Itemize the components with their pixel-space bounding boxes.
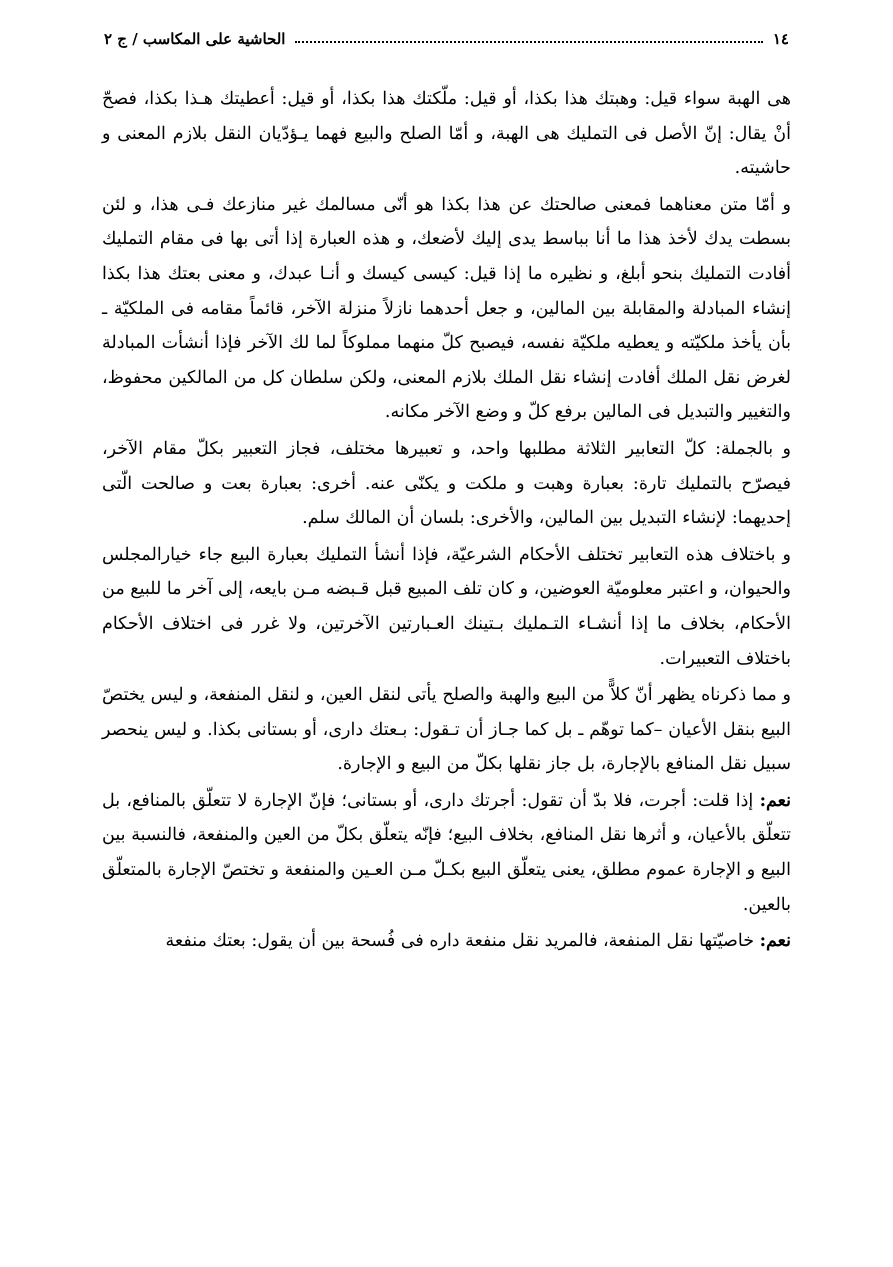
paragraph-1	[102, 82, 791, 186]
running-header	[104, 26, 789, 52]
paragraph-6	[102, 784, 791, 922]
running-title: الحاشية على المكاسب / ج ٢	[104, 30, 286, 48]
page-number: ١٤	[772, 30, 789, 48]
page-body	[102, 82, 791, 961]
paragraph-text: خاصيّتها نقل المنفعة، فالمريد نقل منفعة داره فى فُسحة بين أن يقول: بعتك منفعة	[165, 931, 760, 952]
paragraph-text: إذا قلت: أجرت، فلا بدّ أن تقول: أجرتك دارى، أو بستانى؛ فإنّ الإجارة لا تتعلّق بالمنافع، بل تتعلّق بالأعيان، و أثرها نقل المنافع، بخلاف البيع؛ فإنّه يتعلّق بكلّ من العين والمنفعة، فالنسبة بين البيع و الإجارة عموم مطلق، يعنى يتعلّق البيع بكـلّ مـن العـين والمنفعة و تختصّ الإجارة بالمتعلّق بالعين.	[102, 790, 791, 915]
paragraph-text: و أمّا متن معناهما فمعنى صالحتك عن هذا بكذا هو أنّى مسالمك غير منازعك فـى هذا، و لئن بسطت يدك لأخذ هذا ما أنا بباسط يدى إليك لأضعك، و هذه العبارة إذا أتى بها فى مقام التمليك أفادت التمليك بنحو أبلغ، و نظيره ما إذا قيل: كيسى كيسك و أنـا عبدك، و معنى بعتك هذا بكذا إنشاء المبادلة والمقابلة بين المالين، و جعل أحدهما نازلاً منزلة الآخر، قائماً مقامه فى الملكيّة ـ بأن يأخذ ملكيّته و يعطيه ملكيّة نفسه، فيصبح كلّ منهما مملوكاً لما لك الآخر فإذا أنشأت المبادلة لغرض نقل الملك أفادت إنشاء نقل الملك بلازم المعنى، ولكن سلطان كل من المالكين محفوظ، والتغيير والتبديل فى المالين برفع كلّ و وضع الآخر مكانه.	[102, 194, 791, 423]
paragraph-text: هى الهبة سواء قيل: وهبتك هذا بكذا، أو قيل: ملّكتك هذا بكذا، أو قيل: أعطيتك هـذا بكذا، فصحّ أنْ يقال: إنّ الأصل فى التمليك هى الهبة، و أمّا الصلح والبيع فهما يـؤدّيان النقل بلازم المعنى و حاشيته.	[102, 89, 791, 179]
paragraph-text: و بالجملة: كلّ التعابير الثلاثة مطلبها واحد، و تعبيرها مختلف، فجاز التعبير بكلّ مقام الآخر، فيصرّح بالتمليك تارة: بعبارة وهبت و ملكت و يكنّى عنه. أخرى: بعبارة بعت و صالحت الّتى إحديهما: لإنشاء التبديل بين المالين، والأخرى: بلسان أن المالك سلم.	[102, 438, 791, 529]
paragraph-7	[102, 924, 791, 959]
paragraph-lead-word: نعم:	[759, 790, 791, 811]
paragraph-3	[102, 432, 791, 536]
paragraph-4	[102, 538, 791, 676]
paragraph-text: و باختلاف هذه التعابير تختلف الأحكام الشرعيّة، فإذا أنشأ التمليك بعبارة البيع جاء خيارالمجلس والحيوان، و اعتبر معلوميّة العوضين، و كان تلف المبيع قبل قـبضه مـن بايعه، إلى آخر ما للبيع من الأحكام، بخلاف ما إذا أنشـاء التـمليك بـتينك العـبارتين الآخرتين، ولا غرر فى اختلاف الأحكام باختلاف التعبيرات.	[102, 544, 791, 669]
header-leader-dots	[295, 41, 762, 43]
paragraph-text: و مما ذكرناه يظهر أنّ كلاًّ من البيع والهبة والصلح يأتى لنقل العين، و لنقل المنفعة، و ليس يختصّ البيع بنقل الأعيان –كما توهّم ـ بل كما جـاز أن تـقول: بـعتك دارى، أو بستانى بكذا. و ليس ينحصر سبيل نقل المنافع بالإجارة، بل جاز نقلها بكلّ من البيع و الإجارة.	[102, 685, 791, 775]
paragraph-lead-word: نعم:	[759, 931, 791, 952]
paragraph-2	[102, 188, 791, 430]
paragraph-5	[102, 678, 791, 782]
